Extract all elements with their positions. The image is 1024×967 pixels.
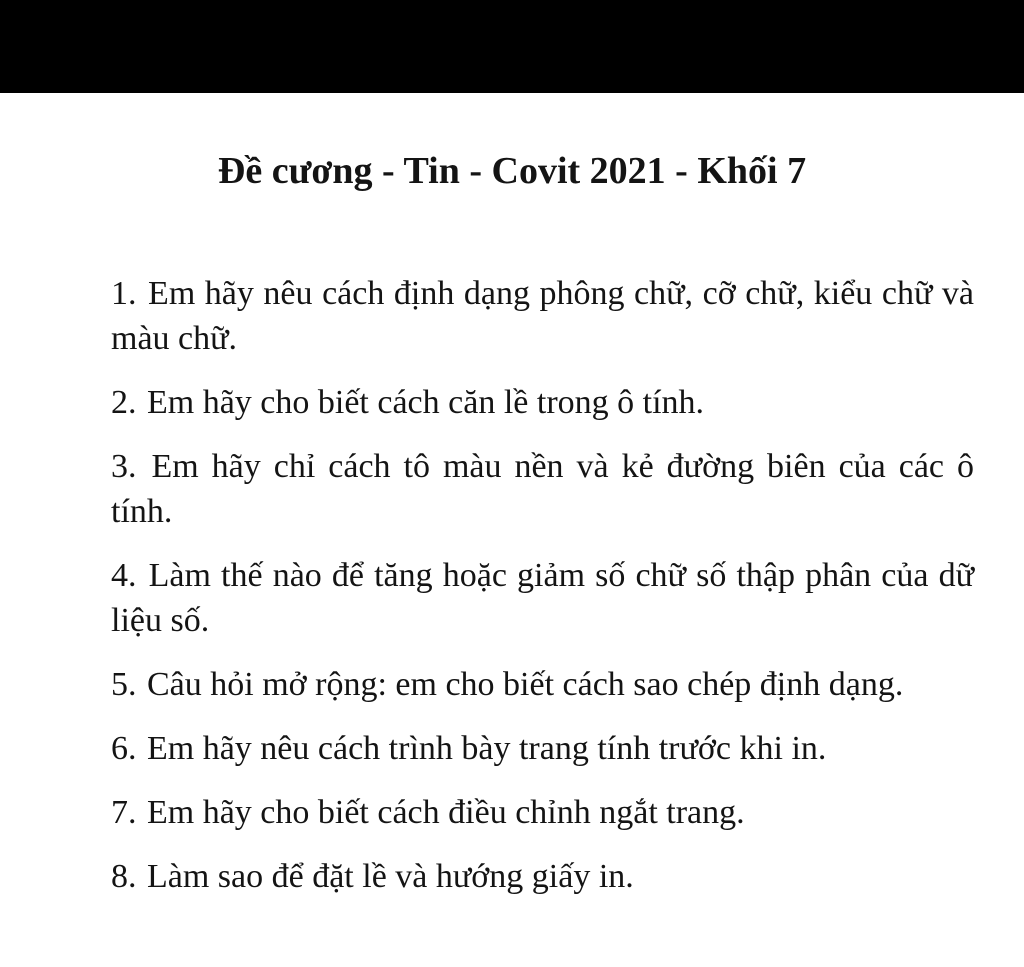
question-number: 5. — [111, 666, 137, 703]
question-item — [111, 790, 974, 835]
question-item — [111, 726, 974, 771]
question-number: 4. — [111, 557, 137, 594]
question-text: Em hãy cho biết cách điều chỉnh ngắt trang. — [147, 794, 745, 831]
question-number: 7. — [111, 794, 137, 831]
question-number: 8. — [111, 858, 137, 895]
question-item — [111, 444, 974, 534]
question-list — [111, 271, 974, 918]
question-text: Câu hỏi mở rộng: em cho biết cách sao chép định dạng. — [147, 666, 904, 703]
question-text: Em hãy cho biết cách căn lề trong ô tính. — [147, 384, 705, 421]
question-number: 2. — [111, 384, 137, 421]
top-black-bar — [0, 0, 1024, 93]
question-number: 1. — [111, 275, 137, 312]
question-text: Làm thế nào để tăng hoặc giảm số chữ số thập phân của dữ liệu số. — [111, 557, 975, 639]
question-item — [111, 553, 974, 643]
question-item — [111, 854, 974, 899]
question-item — [111, 380, 974, 425]
question-item — [111, 662, 974, 707]
question-text: Em hãy nêu cách định dạng phông chữ, cỡ chữ, kiểu chữ và màu chữ. — [111, 275, 974, 357]
document-title: Đề cương - Tin - Covit 2021 - Khối 7 — [217, 150, 807, 192]
question-text: Em hãy chỉ cách tô màu nền và kẻ đường biên của các ô tính. — [111, 448, 974, 530]
question-number: 6. — [111, 730, 137, 767]
question-text: Em hãy nêu cách trình bày trang tính trước khi in. — [147, 730, 827, 767]
document-page — [0, 93, 1024, 967]
question-text: Làm sao để đặt lề và hướng giấy in. — [147, 858, 634, 895]
question-item — [111, 271, 974, 361]
question-number: 3. — [111, 448, 137, 485]
